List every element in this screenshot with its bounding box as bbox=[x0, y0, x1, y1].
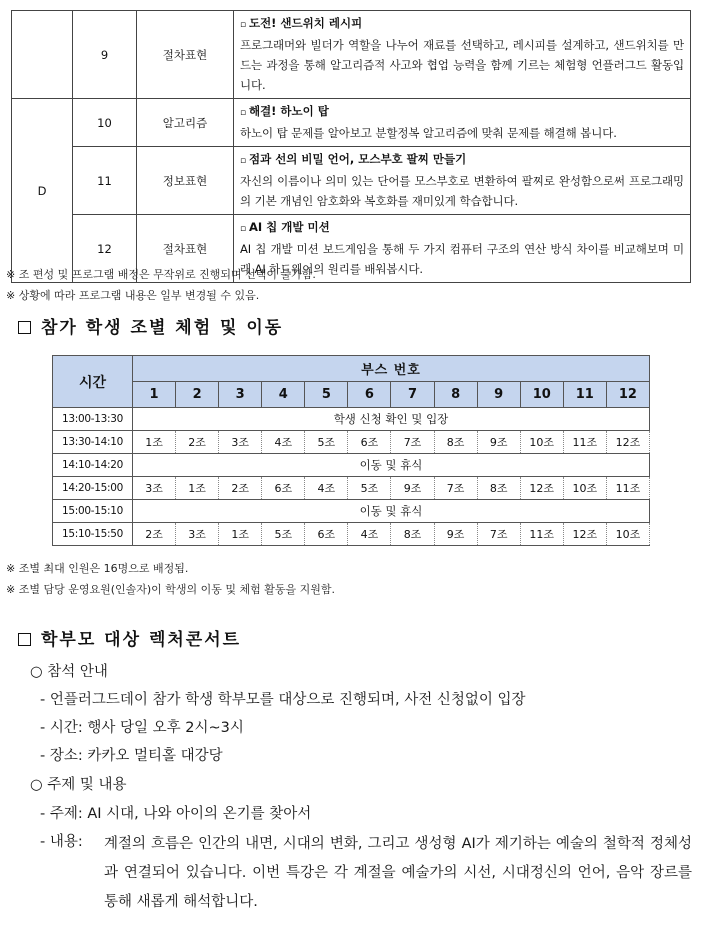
group-assignment: 7조 bbox=[477, 523, 520, 546]
booth-number: 1 bbox=[133, 382, 176, 408]
section-title-schedule: 참가 학생 조별 체험 및 이동 bbox=[18, 313, 283, 338]
info-item-place: - 장소: 카카오 멀티홀 대강당 bbox=[40, 748, 223, 764]
booth-number-header: 부스 번호 bbox=[133, 356, 650, 382]
info-item-time: - 시간: 행사 당일 오후 2시~3시 bbox=[40, 720, 244, 736]
program-title: ▫ AI 칩 개발 미션 bbox=[240, 217, 684, 239]
note-random-assignment: ※ 조 편성 및 프로그램 배정은 무작위로 진행되며 선택이 불가함. bbox=[6, 268, 316, 281]
group-assignment: 8조 bbox=[477, 477, 520, 500]
booth-number: 8 bbox=[434, 382, 477, 408]
program-category: 절차표현 bbox=[137, 215, 234, 283]
table-row bbox=[12, 99, 691, 147]
group-assignment: 11조 bbox=[563, 431, 606, 454]
booth-number: 6 bbox=[348, 382, 391, 408]
group-label: D bbox=[12, 99, 73, 283]
group-assignment: 5조 bbox=[348, 477, 391, 500]
note-program-change: ※ 상황에 따라 프로그램 내용은 일부 변경될 수 있음. bbox=[6, 289, 260, 302]
time-slot: 15:00-15:10 bbox=[53, 500, 133, 523]
program-category: 절차표현 bbox=[137, 11, 234, 99]
group-assignment: 6조 bbox=[262, 477, 305, 500]
group-assignment: 3조 bbox=[133, 477, 176, 500]
group-assignment: 5조 bbox=[305, 431, 348, 454]
topic-item: - 주제: AI 시대, 나와 아이의 온기를 찾아서 bbox=[40, 806, 312, 822]
group-assignment: 12조 bbox=[606, 431, 649, 454]
program-category: 정보표현 bbox=[137, 147, 234, 215]
booth-number: 2 bbox=[176, 382, 219, 408]
group-assignment: 3조 bbox=[219, 431, 262, 454]
note-max-members: ※ 조별 최대 인원은 16명으로 배정됨. bbox=[6, 562, 189, 575]
group-assignment: 3조 bbox=[176, 523, 219, 546]
group-assignment: 11조 bbox=[520, 523, 563, 546]
group-assignment: 2조 bbox=[133, 523, 176, 546]
group-assignment: 11조 bbox=[606, 477, 649, 500]
booth-number: 9 bbox=[477, 382, 520, 408]
program-table bbox=[11, 10, 691, 283]
program-number: 11 bbox=[73, 147, 137, 215]
booth-number: 11 bbox=[563, 382, 606, 408]
info-heading: ○ 참석 안내 bbox=[30, 664, 108, 680]
table-row bbox=[53, 454, 650, 477]
group-assignment: 1조 bbox=[219, 523, 262, 546]
program-title: ▫ 도전! 샌드위치 레시피 bbox=[240, 13, 684, 35]
group-assignment: 4조 bbox=[305, 477, 348, 500]
group-assignment: 1조 bbox=[176, 477, 219, 500]
table-row bbox=[53, 500, 650, 523]
group-assignment: 8조 bbox=[391, 523, 434, 546]
program-title: ▫ 해결! 하노이 탑 bbox=[240, 101, 684, 123]
group-assignment: 1조 bbox=[133, 431, 176, 454]
program-text: 하노이 탑 문제를 알아보고 분할정복 알고리즘에 맞춰 문제를 해결해 봅니다. bbox=[240, 126, 617, 140]
time-slot: 15:10-15:50 bbox=[53, 523, 133, 546]
square-bullet-icon bbox=[18, 633, 31, 646]
time-header: 시간 bbox=[53, 356, 133, 408]
group-assignment: 4조 bbox=[262, 431, 305, 454]
booth-number: 5 bbox=[305, 382, 348, 408]
section-title-lecture-concert: 학부모 대상 렉처콘서트 bbox=[18, 625, 241, 650]
group-assignment: 8조 bbox=[434, 431, 477, 454]
group-assignment: 6조 bbox=[348, 431, 391, 454]
program-number: 10 bbox=[73, 99, 137, 147]
content-label: - 내용: bbox=[40, 834, 83, 850]
booth-number: 10 bbox=[520, 382, 563, 408]
program-category: 알고리즘 bbox=[137, 99, 234, 147]
group-assignment: 12조 bbox=[520, 477, 563, 500]
booth-number: 3 bbox=[219, 382, 262, 408]
program-title: ▫ 점과 선의 비밀 언어, 모스부호 팔찌 만들기 bbox=[240, 149, 684, 171]
time-slot: 13:00-13:30 bbox=[53, 408, 133, 431]
group-assignment: 12조 bbox=[563, 523, 606, 546]
activity-span: 이동 및 휴식 bbox=[133, 454, 650, 477]
table-row bbox=[12, 11, 691, 99]
group-assignment: 2조 bbox=[219, 477, 262, 500]
group-assignment: 7조 bbox=[434, 477, 477, 500]
booth-schedule-table bbox=[52, 355, 650, 546]
topic-heading: ○ 주제 및 내용 bbox=[30, 777, 127, 793]
program-description bbox=[234, 11, 691, 99]
group-assignment: 7조 bbox=[391, 431, 434, 454]
group-assignment: 9조 bbox=[477, 431, 520, 454]
time-slot: 14:20-15:00 bbox=[53, 477, 133, 500]
group-assignment: 9조 bbox=[434, 523, 477, 546]
table-row bbox=[53, 523, 650, 546]
content-text: 계절의 흐름은 인간의 내면, 시대의 변화, 그리고 생성형 AI가 제기하는 예술의 철학적 정체성과 연결되어 있습니다. 이번 특강은 각 계절을 예술가의 시선, 시대정신의 언어, 음악 장르를 통해 새롭게 해석합니다. bbox=[104, 836, 692, 910]
program-description bbox=[234, 147, 691, 215]
time-slot: 13:30-14:10 bbox=[53, 431, 133, 454]
group-assignment: 10조 bbox=[520, 431, 563, 454]
table-row bbox=[53, 431, 650, 454]
program-number: 12 bbox=[73, 215, 137, 283]
group-assignment: 10조 bbox=[606, 523, 649, 546]
program-text: AI 칩 개발 미션 보드게임을 통해 두 가지 컴퓨터 구조의 연산 방식 차이를 비교해보며 미래 AI 하드웨어의 원리를 배워봅시다. bbox=[240, 242, 684, 276]
table-row bbox=[12, 147, 691, 215]
activity-span: 학생 신청 확인 및 입장 bbox=[133, 408, 650, 431]
group-assignment: 6조 bbox=[305, 523, 348, 546]
booth-number: 12 bbox=[606, 382, 649, 408]
activity-span: 이동 및 휴식 bbox=[133, 500, 650, 523]
group-assignment: 9조 bbox=[391, 477, 434, 500]
group-assignment: 4조 bbox=[348, 523, 391, 546]
program-description bbox=[234, 99, 691, 147]
table-row bbox=[53, 408, 650, 431]
program-text: 자신의 이름이나 의미 있는 단어를 모스부호로 변환하여 팔찌로 완성함으로써 프로그래밍의 기본 개념인 암호화와 복호화를 재미있게 학습합니다. bbox=[240, 174, 684, 208]
group-assignment: 5조 bbox=[262, 523, 305, 546]
booth-number: 7 bbox=[391, 382, 434, 408]
note-staff-support: ※ 조별 담당 운영요원(인솔자)이 학생의 이동 및 체험 활동을 지원함. bbox=[6, 583, 336, 596]
table-row bbox=[53, 477, 650, 500]
program-text: 프로그래머와 빌더가 역할을 나누어 재료를 선택하고, 레시피를 설계하고, 샌드위치를 만드는 과정을 통해 알고리즘적 사고와 협업 능력을 함께 기르는 체험형 언플러그드 활동입니다. bbox=[240, 38, 684, 92]
square-bullet-icon bbox=[18, 321, 31, 334]
booth-number: 4 bbox=[262, 382, 305, 408]
info-item-target: - 언플러그드데이 참가 학생 학부모를 대상으로 진행되며, 사전 신청없이 입장 bbox=[40, 692, 526, 708]
group-cell-empty bbox=[12, 11, 73, 99]
group-assignment: 10조 bbox=[563, 477, 606, 500]
program-number: 9 bbox=[73, 11, 137, 99]
group-assignment: 2조 bbox=[176, 431, 219, 454]
time-slot: 14:10-14:20 bbox=[53, 454, 133, 477]
